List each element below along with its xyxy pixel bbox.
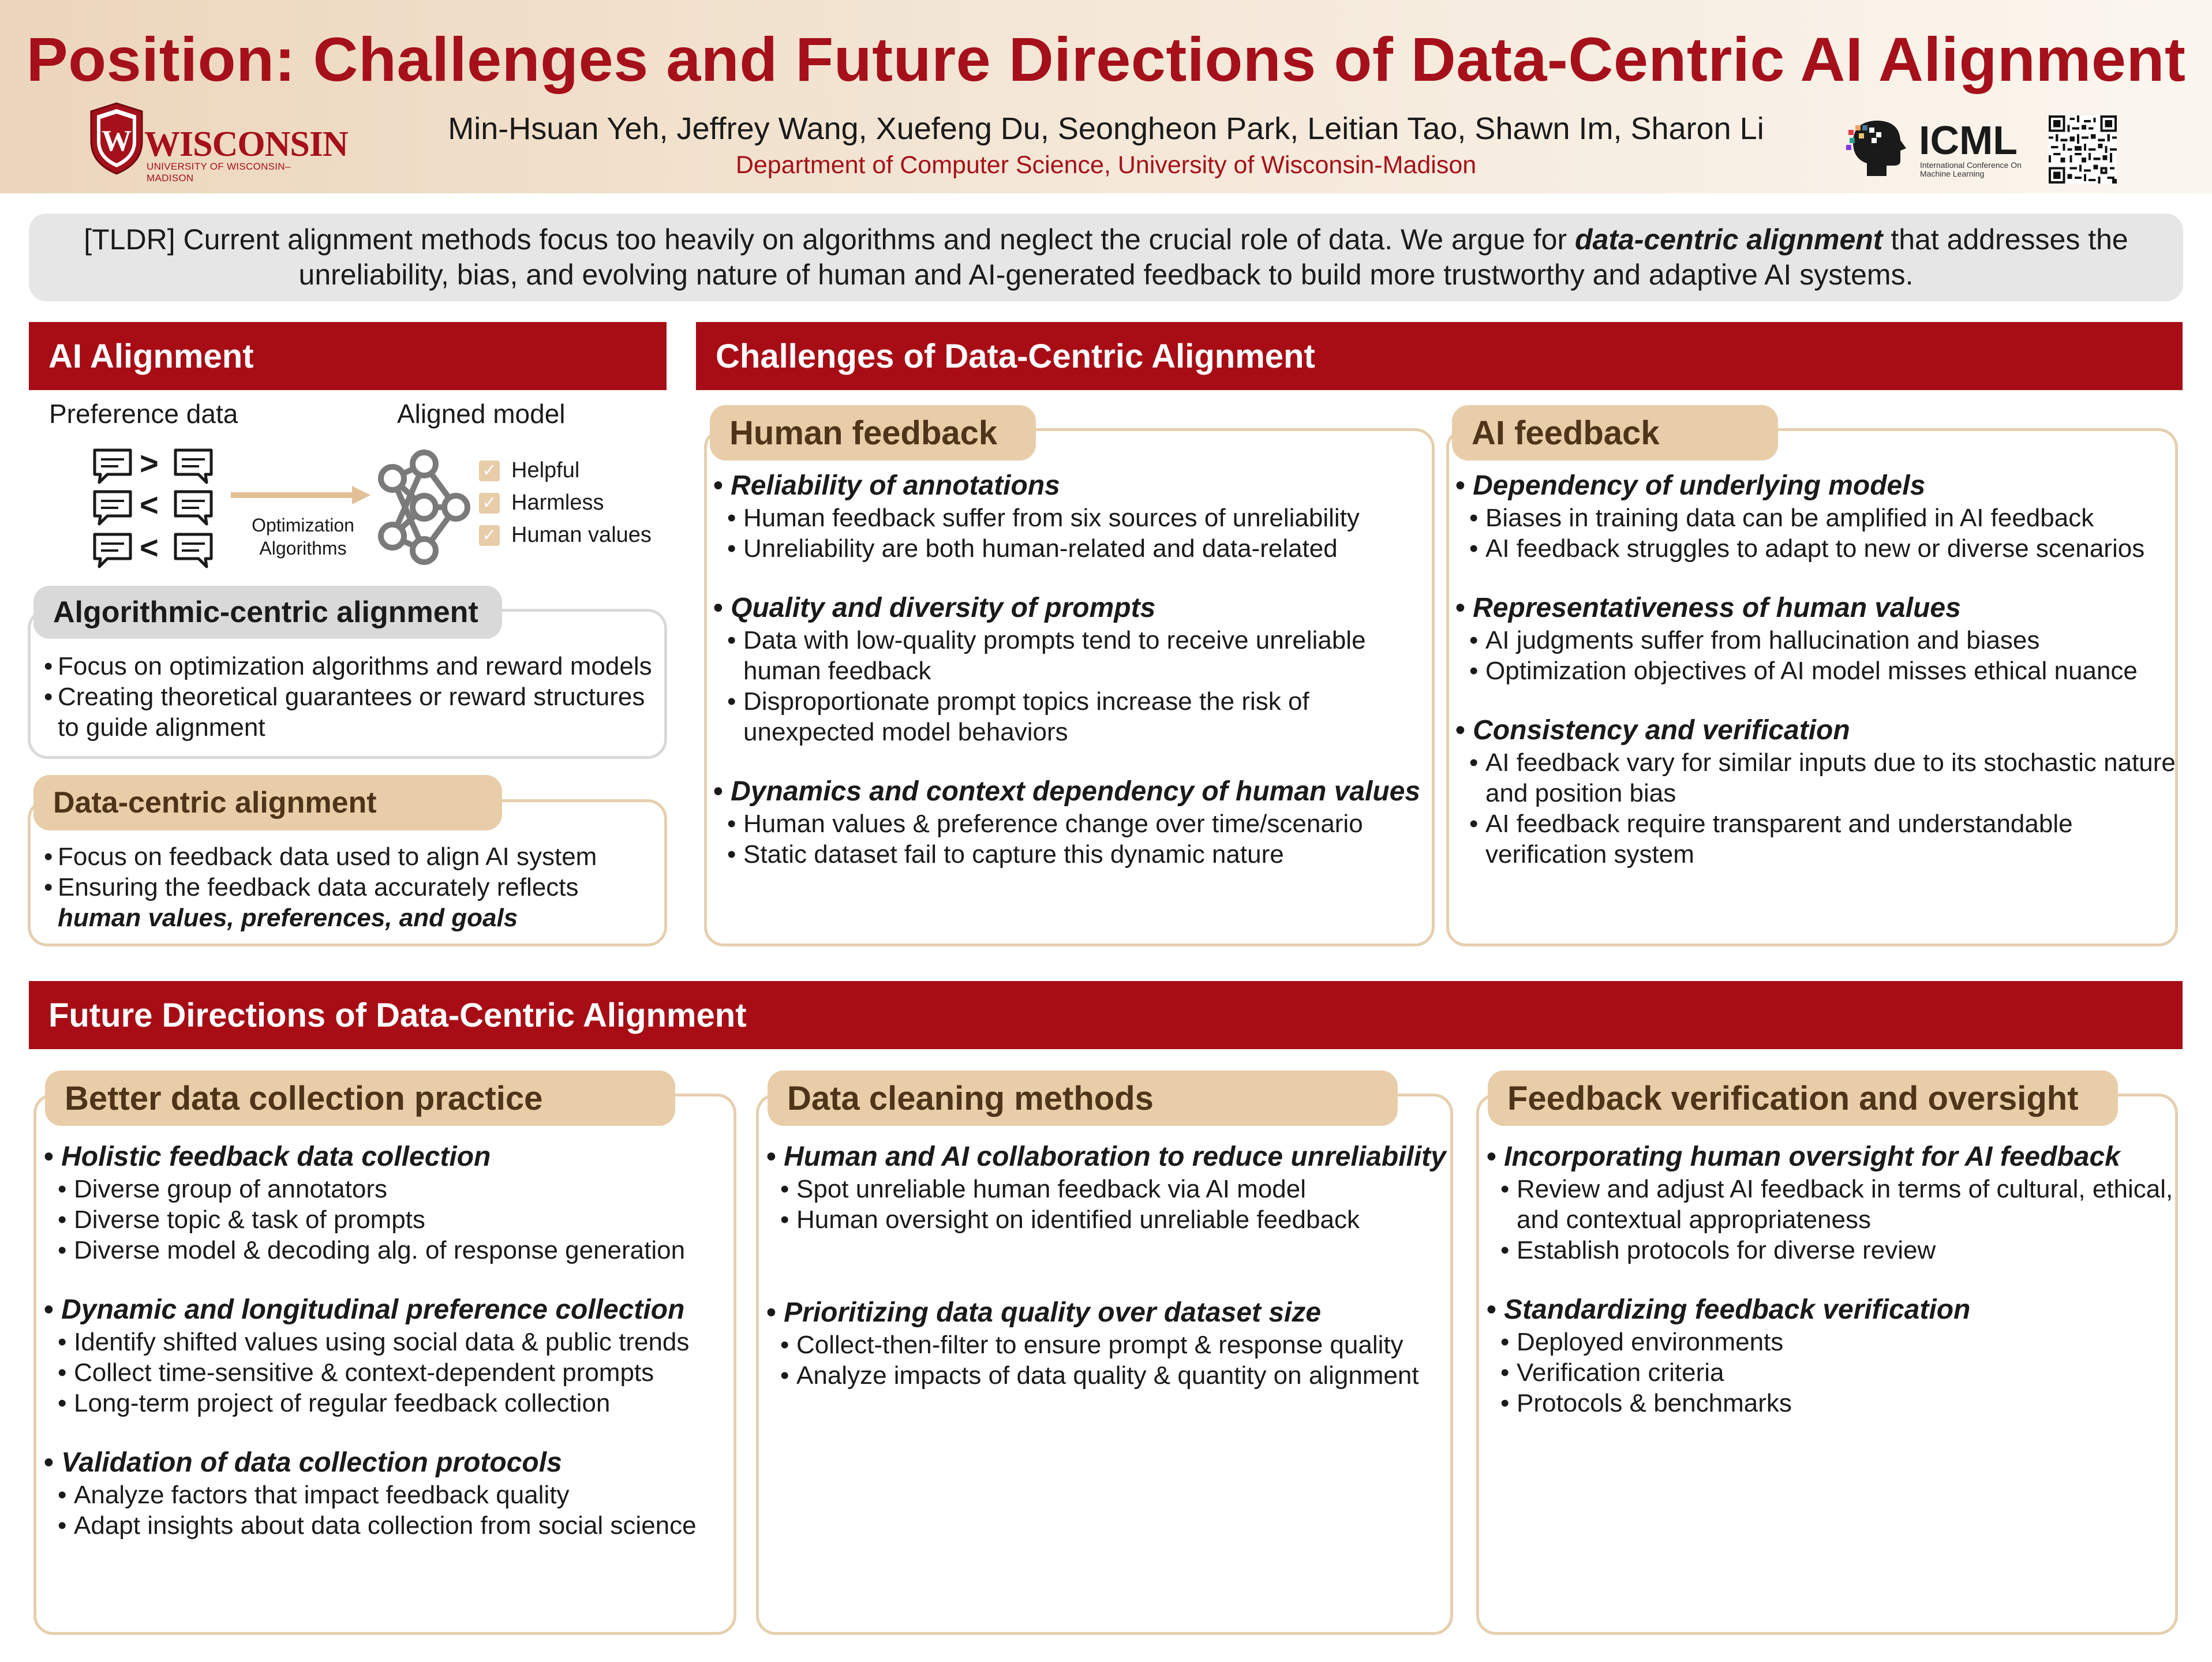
list-item: • Adapt insights about data collection from social science xyxy=(44,1510,735,1541)
group-heading: • Dynamics and context dependency of human values xyxy=(713,775,1429,808)
chat-bubble-icon xyxy=(173,448,214,486)
list-item: • Deployed environments xyxy=(1487,1327,2174,1357)
list-item: • Diverse model & decoding alg. of response generation xyxy=(44,1235,735,1266)
list-item: • Verification criteria xyxy=(1487,1357,2174,1388)
list-item: • Analyze impacts of data quality & quantity on alignment xyxy=(766,1360,1453,1391)
list-item: • Diverse group of annotators xyxy=(44,1174,735,1204)
group-heading: • Dependency of underlying models xyxy=(1455,469,2176,503)
group-heading: • Quality and diversity of prompts xyxy=(713,592,1429,625)
poster-header xyxy=(0,0,2212,193)
aligned-model-label: Aligned model xyxy=(397,399,566,429)
checkbox-icon: ✓ xyxy=(479,493,500,514)
list-item: • Collect time-sensitive & context-dependent prompts xyxy=(44,1357,735,1388)
chat-bubble-icon xyxy=(92,489,133,527)
check-label-harmless: Harmless xyxy=(511,491,604,515)
list-item: • Identify shifted values using social data & public trends xyxy=(44,1327,735,1357)
group-heading: • Standardizing feedback verification xyxy=(1487,1293,2174,1327)
list-item: • Focus on feedback data used to align AI system xyxy=(35,841,664,872)
list-item: • Unreliability are both human-related and data-related xyxy=(713,533,1429,564)
list-item: • Disproportionate prompt topics increase the risk of unexpected model behaviors xyxy=(713,686,1429,747)
list-item: • AI feedback vary for similar inputs due to its stochastic nature and position bias xyxy=(1455,747,2176,808)
comparison-sign: < xyxy=(140,486,159,523)
arrow-icon xyxy=(231,484,372,507)
group-heading: • Dynamic and longitudinal preference collection xyxy=(44,1293,735,1327)
list-item xyxy=(35,872,664,933)
list-item: • Collect-then-filter to ensure prompt & response quality xyxy=(766,1330,1453,1360)
chat-bubble-icon xyxy=(92,448,133,486)
list-item: • Creating theoretical guarantees or reward structures to guide alignment xyxy=(35,682,664,743)
list-item: • Human oversight on identified unreliable feedback xyxy=(766,1204,1453,1235)
list-item: • Spot unreliable human feedback via AI model xyxy=(766,1174,1453,1204)
tldr-emphasis: data-centric alignment xyxy=(1575,223,1883,256)
group-heading: • Incorporating human oversight for AI feedback xyxy=(1487,1140,2174,1174)
group-heading: • Reliability of annotations xyxy=(713,469,1429,503)
algorithmic-centric-list xyxy=(35,651,664,743)
icml-wordmark: ICML xyxy=(1919,118,2018,163)
list-item: • Static dataset fail to capture this dynamic nature xyxy=(713,839,1429,870)
checkbox-icon: ✓ xyxy=(479,525,500,546)
group-heading: • Consistency and verification xyxy=(1455,714,2176,747)
group-heading: • Validation of data collection protocols xyxy=(44,1446,735,1480)
data-collection-tab: Better data collection practice xyxy=(45,1070,675,1126)
list-item: • Optimization objectives of AI model misses ethical nuance xyxy=(1455,656,2176,686)
group-heading: • Prioritizing data quality over dataset size xyxy=(766,1296,1453,1330)
svg-text:W: W xyxy=(102,125,132,158)
neural-network-icon xyxy=(369,447,479,568)
human-feedback-content xyxy=(713,469,1429,870)
data-centric-list xyxy=(35,841,664,933)
tldr-banner xyxy=(29,214,2183,301)
list-item-text: Ensuring the feedback data accurately reflects xyxy=(58,873,579,901)
affiliation: Department of Computer Science, University of Wisconsin-Madison xyxy=(735,151,1477,179)
ai-alignment-header: AI Alignment xyxy=(29,322,667,390)
poster-title: Position: Challenges and Future Directions of Data-Centric AI Alignment xyxy=(26,24,2186,94)
list-item: • AI feedback struggles to adapt to new or diverse scenarios xyxy=(1455,533,2176,564)
data-cleaning-content xyxy=(766,1140,1453,1391)
ai-feedback-content xyxy=(1455,469,2176,870)
list-item: • Long-term project of regular feedback collection xyxy=(44,1388,735,1418)
comparison-sign: > xyxy=(140,445,159,481)
list-item: • Review and adjust AI feedback in terms of cultural, ethical, and contextual appropriateness xyxy=(1487,1174,2174,1235)
chat-bubble-icon xyxy=(92,532,133,570)
list-item: • Human feedback suffer from six sources of unreliability xyxy=(713,503,1429,533)
preference-data-label: Preference data xyxy=(49,399,238,429)
list-item: • Biases in training data can be amplified in AI feedback xyxy=(1455,503,2176,533)
future-directions-header: Future Directions of Data-Centric Alignment xyxy=(29,981,2183,1049)
list-item: • Protocols & benchmarks xyxy=(1487,1388,2174,1418)
icml-subtitle: International Conference On Machine Learning xyxy=(1920,160,2022,178)
algorithmic-centric-tab: Algorithmic-centric alignment xyxy=(33,586,502,639)
data-centric-tab: Data-centric alignment xyxy=(33,775,502,830)
arrow-label-algorithms: Algorithms xyxy=(259,538,347,559)
feedback-verification-content xyxy=(1487,1140,2174,1418)
human-feedback-tab: Human feedback xyxy=(710,405,1036,461)
list-item: • Focus on optimization algorithms and reward models xyxy=(35,651,664,682)
icml-logo xyxy=(1844,113,2028,188)
qr-code-icon xyxy=(2049,115,2117,184)
alignment-figure xyxy=(29,398,669,571)
list-item: • Analyze factors that impact feedback quality xyxy=(44,1480,735,1510)
check-label-human-values: Human values xyxy=(511,523,652,547)
data-collection-content xyxy=(44,1140,735,1541)
list-item: • AI feedback require transparent and understandable verification system xyxy=(1455,808,2176,870)
group-heading: • Human and AI collaboration to reduce unreliability xyxy=(766,1140,1453,1174)
feedback-verification-tab: Feedback verification and oversight xyxy=(1488,1070,2118,1126)
authors: Min-Hsuan Yeh, Jeffrey Wang, Xuefeng Du, Seongheon Park, Leitian Tao, Shawn Im, Sharon Li xyxy=(448,111,1764,146)
icml-head-icon xyxy=(1844,113,1913,182)
list-item: • Human values & preference change over time/scenario xyxy=(713,808,1429,839)
arrow-label-optimization: Optimization xyxy=(252,515,354,536)
uw-subtitle: UNIVERSITY OF WISCONSIN–MADISON xyxy=(147,161,291,184)
ai-feedback-tab: AI feedback xyxy=(1452,405,1778,461)
uw-wordmark: WISCONSIN xyxy=(144,125,348,164)
list-item: • AI judgments suffer from hallucination and biases xyxy=(1455,625,2176,656)
challenges-header: Challenges of Data-Centric Alignment xyxy=(696,322,2183,390)
list-item-emphasis: human values, preferences, and goals xyxy=(58,904,518,932)
checkbox-icon: ✓ xyxy=(479,461,500,481)
chat-bubble-icon xyxy=(173,489,214,527)
list-item: • Diverse topic & task of prompts xyxy=(44,1204,735,1235)
data-cleaning-tab: Data cleaning methods xyxy=(768,1070,1398,1126)
list-item: • Data with low-quality prompts tend to receive unreliable human feedback xyxy=(713,625,1429,686)
comparison-sign: < xyxy=(140,529,159,566)
list-item: • Establish protocols for diverse review xyxy=(1487,1235,2174,1266)
group-heading: • Holistic feedback data collection xyxy=(44,1140,735,1174)
group-heading: • Representativeness of human values xyxy=(1455,592,2176,625)
check-label-helpful: Helpful xyxy=(511,458,580,482)
chat-bubble-icon xyxy=(173,532,214,570)
tldr-text: [TLDR] Current alignment methods focus too heavily on algorithms and neglect the crucial role of data. We argue for xyxy=(84,223,1575,256)
tldr-text-end: that addresses the unreliability, bias, and evolving nature of human and AI-generated feedback to build more trustworthy and adaptive AI systems. xyxy=(298,223,2128,291)
